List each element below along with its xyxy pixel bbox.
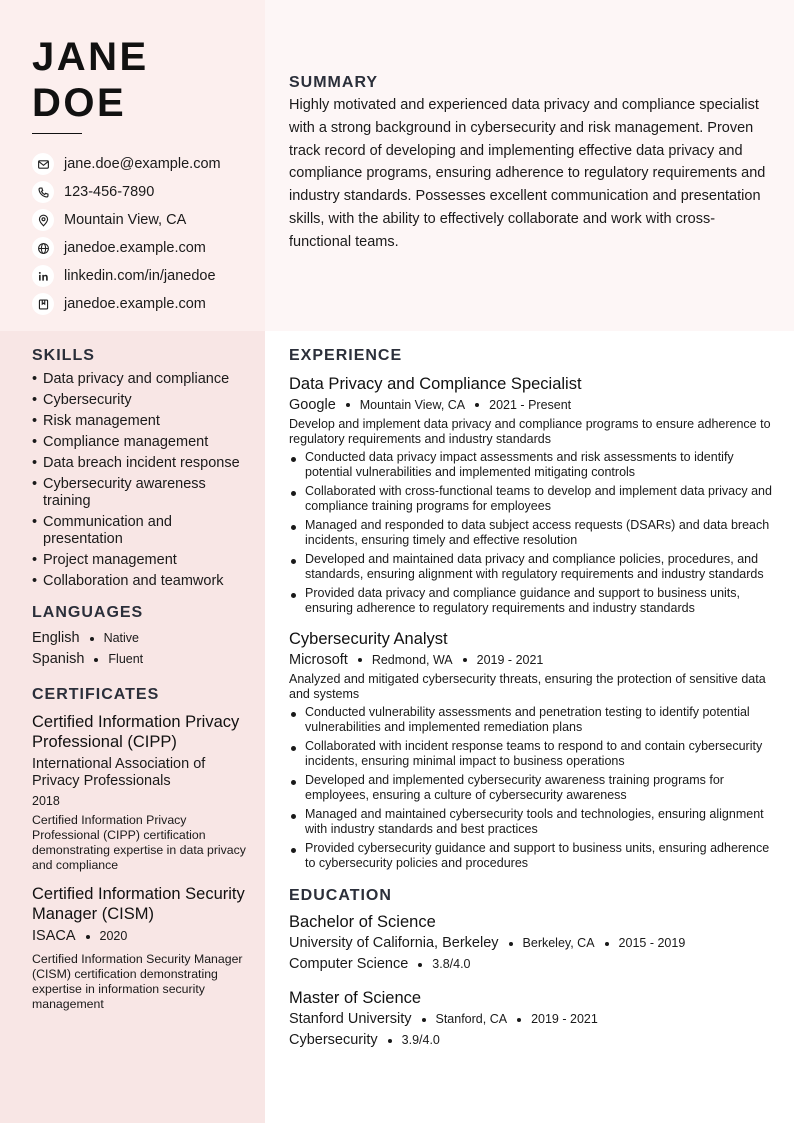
education-field: Computer Science 3.8/4.0 (289, 956, 471, 972)
certificate-org: International Association of Privacy Professionals (32, 756, 206, 789)
contact-website[interactable] (32, 234, 221, 262)
section-title: SKILLS (32, 347, 95, 364)
list-item: Managed and maintained cybersecurity tools and technologies, ensuring alignment with industry standards and best practices (289, 807, 775, 837)
job-title: Data Privacy and Compliance Specialist (289, 375, 582, 393)
job-bullets (289, 705, 775, 871)
language-row: Spanish Fluent (32, 651, 144, 667)
education-meta: University of California, Berkeley Berkeley, CA 2015 - 2019 (289, 935, 686, 951)
list-item: Managed and responded to data subject access requests (DSARs) and data breach incidents, ensuring timely and effective resolution (289, 518, 775, 548)
location-pin-icon (32, 209, 54, 231)
list-item: • Cybersecurity (32, 392, 132, 408)
list-item: • Data breach incident response (32, 455, 240, 471)
section-title: SUMMARY (289, 74, 379, 91)
candidate-name (32, 34, 149, 126)
list-item: Developed and implemented cybersecurity awareness training programs for employees, ensuring a culture of cybersecurity awareness (289, 773, 775, 803)
contact-text: Mountain View, CA (64, 212, 187, 228)
degree-name: Bachelor of Science (289, 913, 436, 931)
certificate-name: Certified Information Security Manager (CISM) (32, 885, 245, 923)
phone-icon (32, 181, 54, 203)
education-item (289, 987, 775, 1051)
certificate-meta: ISACA 2020 (32, 928, 128, 944)
list-item: • Compliance management (32, 434, 209, 450)
education-meta: Stanford University Stanford, CA 2019 - 2021 (289, 1011, 598, 1027)
list-item: • Project management (32, 552, 177, 568)
contact-text: jane.doe@example.com (64, 156, 221, 172)
sidebar-content (32, 347, 254, 1012)
list-item: • Data privacy and compliance (32, 371, 230, 387)
job-title: Cybersecurity Analyst (289, 630, 448, 648)
list-item: • Collaboration and teamwork (32, 573, 224, 589)
contact-email[interactable] (32, 150, 221, 178)
degree-name: Master of Science (289, 989, 422, 1007)
globe-icon (32, 237, 54, 259)
bookmark-icon (32, 293, 54, 315)
contact-linkedin[interactable] (32, 262, 221, 290)
certificate-item (32, 884, 254, 1012)
languages-list (32, 628, 254, 670)
list-item: Conducted data privacy impact assessments and risk assessments to identify potential vulnerabilities and implemented mitigating controls (289, 450, 775, 480)
contact-phone[interactable] (32, 178, 221, 206)
list-item: Conducted vulnerability assessments and penetration testing to identify potential vulnerabilities and implemented remediation plans (289, 705, 775, 735)
list-item: • Risk management (32, 413, 160, 429)
job-description: Develop and implement data privacy and compliance programs to ensure adherence to regulatory requirements and industry standards (289, 417, 771, 446)
summary-text: Highly motivated and experienced data privacy and compliance specialist with a strong background in cybersecurity and risk management. Proven track record of developing and implementing effective data privacy and compliance programs, ensuring adherence to regulatory requirements and industry standards. Possesses excellent communication and presentation skills, with the ability to effectively collaborate and work with cross-functional teams. (289, 97, 766, 250)
summary-section (289, 74, 775, 254)
first-name: JANE (32, 35, 149, 79)
job-meta: Google Mountain View, CA 2021 - Present (289, 397, 572, 413)
list-item: Provided cybersecurity guidance and support to business units, ensuring adherence to cybersecurity policies and procedures (289, 841, 775, 871)
contact-portfolio[interactable] (32, 290, 221, 318)
section-title: EXPERIENCE (289, 347, 403, 364)
mail-icon (32, 153, 54, 175)
list-item: • Communication and presentation (32, 514, 172, 547)
contact-text: janedoe.example.com (64, 240, 206, 256)
language-row: English Native (32, 630, 139, 646)
certificate-name: Certified Information Privacy Professional (CIPP) (32, 713, 240, 751)
section-title: CERTIFICATES (32, 686, 160, 703)
last-name: DOE (32, 81, 127, 125)
list-item: • Cybersecurity awareness training (32, 476, 206, 509)
contact-list (32, 150, 221, 318)
section-title: LANGUAGES (32, 604, 144, 621)
list-item: Developed and maintained data privacy and compliance policies, procedures, and standards, ensuring alignment with regulatory requirements and industry standards (289, 552, 775, 582)
contact-location (32, 206, 221, 234)
linkedin-icon (32, 265, 54, 287)
skills-list (32, 371, 254, 590)
name-divider (32, 133, 82, 134)
main-content (289, 347, 775, 1051)
list-item: Collaborated with incident response teams to respond to and contain cybersecurity incidents, ensuring minimal impact to business operations (289, 739, 775, 769)
contact-text: 123-456-7890 (64, 184, 155, 200)
contact-text: janedoe.example.com (64, 296, 206, 312)
job-meta: Microsoft Redmond, WA 2019 - 2021 (289, 652, 544, 668)
job-description: Analyzed and mitigated cybersecurity threats, ensuring the protection of sensitive data and systems (289, 672, 766, 701)
certificate-desc: Certified Information Security Manager (CISM) certification demonstrating expertise in information security management (32, 952, 243, 1011)
certificate-year: 2018 (32, 794, 60, 808)
education-item (289, 911, 775, 975)
list-item: Provided data privacy and compliance guidance and support to business units, ensuring adherence to regulatory requirements and industry standards (289, 586, 775, 616)
certificate-desc: Certified Information Privacy Professional (CIPP) certification demonstrating expertise in data privacy and compliance (32, 813, 246, 872)
education-field: Cybersecurity 3.9/4.0 (289, 1032, 440, 1048)
section-title: EDUCATION (289, 887, 392, 904)
job-bullets (289, 450, 775, 616)
job-item (289, 628, 775, 871)
job-item (289, 373, 775, 616)
certificate-item (32, 712, 254, 873)
list-item: Collaborated with cross-functional teams to develop and implement data privacy and compliance training programs for employees (289, 484, 775, 514)
contact-text: linkedin.com/in/janedoe (64, 268, 216, 284)
